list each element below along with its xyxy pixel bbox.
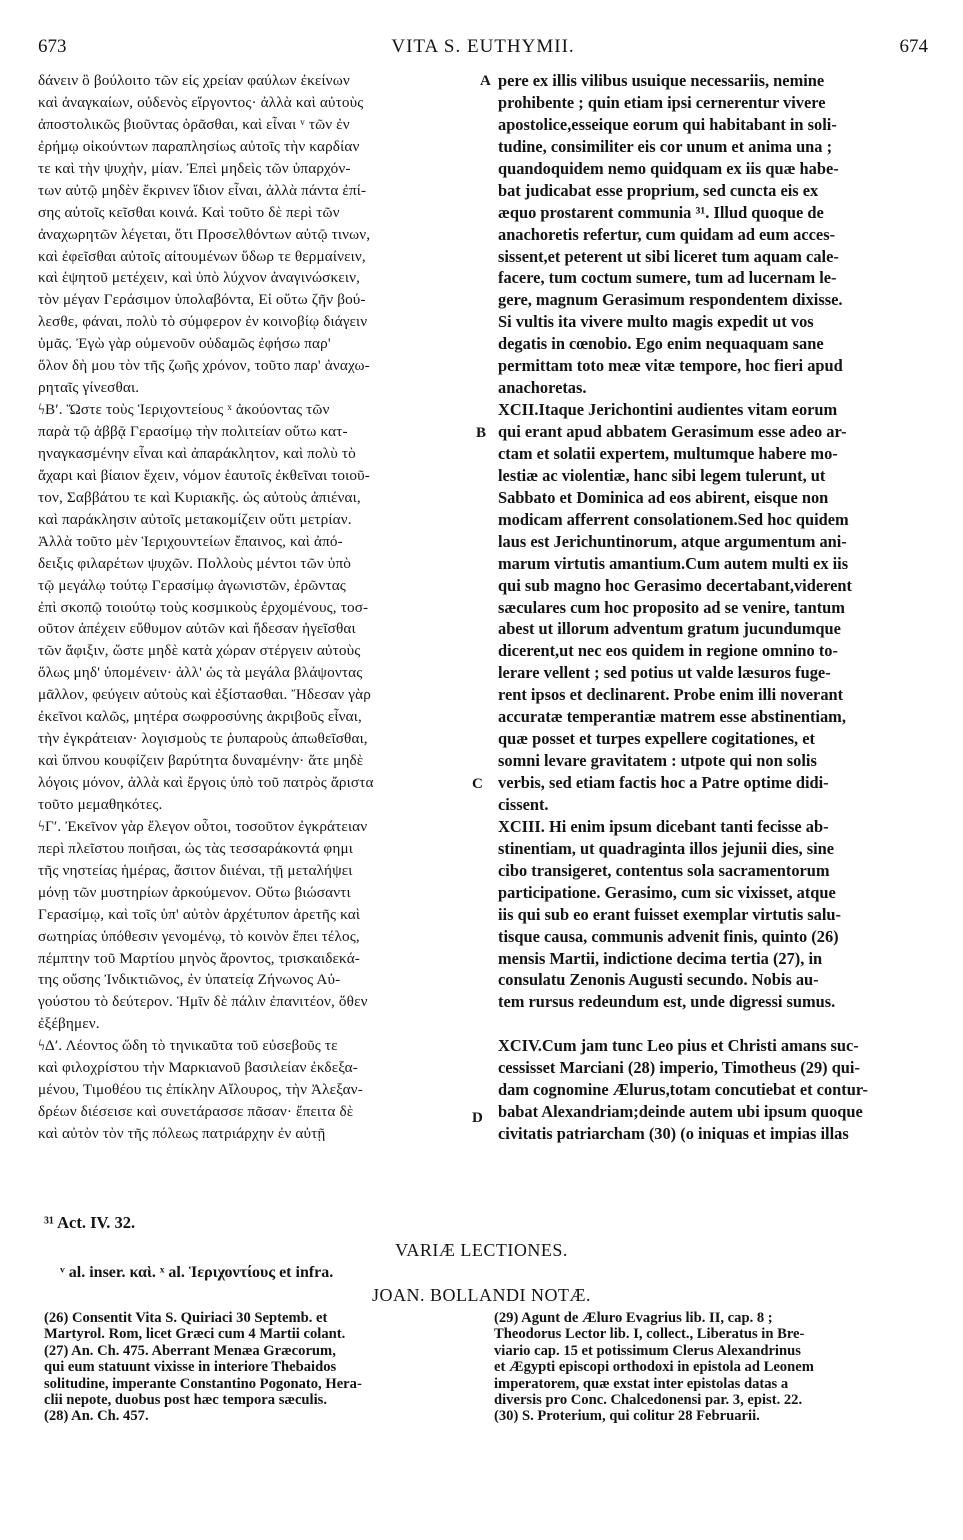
greek-line: καὶ ἐφεῖσθαι αὐτοῖς αἰτουμένων ὕδωρ τε θερμαίνειν, <box>38 247 366 265</box>
latin-line: laus est Jerichuntinorum, atque argumentum ani- <box>498 531 847 551</box>
footnote-line: solitudine, imperante Constantino Pogonato, Hera- <box>44 1375 362 1392</box>
footnote-line: Theodorus Lector lib. I, collect., Liberatus in Bre- <box>494 1326 805 1343</box>
latin-line: abest ut illorum adventum gratum jucundumque <box>498 619 841 639</box>
margin-letter-c: C <box>472 776 483 792</box>
greek-line: περὶ πλεῖστου ποιῆσαι, ὡς τὰς τεσσαράκοντά φημι <box>38 839 353 857</box>
footnote-line: diversis pro Conc. Chalcedonensi par. 3, epist. 22. <box>494 1391 803 1408</box>
latin-line: cissent. <box>498 794 549 814</box>
greek-line: καὶ ὕπνου κουφίζειν βαρύτητα δυναμένην· ἅτε μηδὲ <box>38 752 364 770</box>
greek-line: μᾶλλον, φεύγειν αὐτοὺς καὶ ἐξίστασθαι. Ἤδεσαν γὰρ <box>38 686 371 704</box>
greek-line: ϟΓʹ. Ἐκεῖνον γὰρ ἔλεγον οὗτοι, τοσοῦτον ἐγκράτειαν <box>38 817 368 835</box>
latin-line: permittam toto meæ vitæ tempore, hoc fieri apud <box>498 356 843 376</box>
greek-line: ἀποστολικῶς βιοῦντας ὁρᾶσθαι, καὶ εἶναι ᵛ τῶν ἐν <box>38 115 350 133</box>
footnote-line: et Ægypti episcopi orthodoxi in epistola ad Leonem <box>494 1359 814 1376</box>
latin-line: bat judicabat esse proprium, sed cuncta eis ex <box>498 180 819 200</box>
greek-line: Γερασίμῳ, καὶ τοῖς ὑπ' αὐτὸν ἀρχέτυπον ἀρετῆς καὶ <box>38 905 361 923</box>
latin-line: babat Alexandriam;deinde autem ubi ipsum quoque <box>498 1102 863 1122</box>
notes-left-column <box>44 1310 482 1425</box>
latin-line: æquo prostarent communia ³¹. Illud quoque de <box>498 202 824 222</box>
greek-line: τοῦτο μεμαθηκότες. <box>38 795 163 813</box>
greek-text-column <box>38 70 486 1145</box>
page-number-left: 673 <box>38 36 67 57</box>
greek-line: ϟΒʹ. Ὥστε τοὺς Ἱεριχοντείους ˣ ἀκούοντας τῶν <box>38 401 330 419</box>
latin-line: somni levare gravitatem : utpote qui non solis <box>498 751 817 771</box>
greek-line: καὶ φιλοχρίστου τὴν Μαρκιανοῦ βασιλείαν ἐκδεξα- <box>38 1059 358 1077</box>
greek-line: ηναγκασμένην εἶναι καὶ ἀπαράκλητον, καὶ πολὺ τὸ <box>38 444 356 462</box>
latin-line: degatis in cœnobio. Ego enim nequaquam sane <box>498 334 824 354</box>
latin-line: rent ipsos et declinarent. Probe enim illi noverant <box>498 685 844 705</box>
greek-line: ϟΔʹ. Λέοντος ὥδη τὸ τηνικαῦτα τοῦ εὐσεβοῦς τε <box>38 1037 338 1055</box>
greek-line: τῶν ἄφιξιν, ὥστε μηδὲ κατὰ χώραν στέργειν αὐτοὺς <box>38 642 361 660</box>
greek-line: τὸν μέγαν Γεράσιμον ὑπολαβόντα, Εἰ οὕτω ζῆν βού- <box>38 291 366 309</box>
latin-line: verbis, sed etiam factis hoc a Patre optime didi- <box>498 773 829 792</box>
latin-line: tem rursus redeundum est, unde digressi sumus. <box>498 992 836 1012</box>
running-title: VITA S. EUTHYMII. <box>391 36 575 57</box>
latin-line: cibo transigeret, contentus sola sacramentorum <box>498 860 830 880</box>
latin-line: tudine, consimiliter eis cor unum et anima una ; <box>498 136 833 156</box>
latin-line: qui erant apud abbatem Gerasimum esse adeo ar- <box>498 422 847 441</box>
latin-line: anachoretas. <box>498 378 587 398</box>
margin-letter-b: B <box>476 425 487 441</box>
latin-line: facere, tum coctum sumere, tum ad lucernam le- <box>498 268 837 288</box>
latin-line: prohibente ; quin etiam ipsi cernerentur vivere <box>498 92 826 112</box>
greek-line: οῦτον ἀπέχειν εὔθυμον αὐτῶν καὶ ἥδεσαν ἡγεῖσθαι <box>38 620 356 638</box>
footnote-line: clii nepote, duobus post hæc tempora sæculis. <box>44 1391 327 1408</box>
latin-line: ctam et solatii expertem, multumque habere mo- <box>498 443 838 463</box>
footnote-line: Martyrol. Rom, licet Græci cum 4 Martii colant. <box>44 1326 346 1343</box>
greek-line: ἄχαρι καὶ βίαιον ἔχειν, νόμον ἑαυτοῖς ἐκθεῖναι τοιοῦ- <box>38 466 370 484</box>
greek-line: ὅλον δὴ μου τὸν τῆς ζωῆς χρόνον, τοῦτο παρ' ἀναχω- <box>38 357 370 375</box>
latin-line: tisque causa, communis advenit finis, quinto (26) <box>498 926 839 946</box>
greek-line: ὑμᾶς. Ἐγὼ γὰρ οὐμενοῦν οὐδαμῶς ἐφήσω παρ' <box>38 335 331 353</box>
variae-lectiones-text: ᵛ al. inser. καὶ. ˣ al. Ἱεριχοντίους et infra. <box>60 1264 334 1281</box>
latin-text-column <box>498 70 926 1145</box>
greek-line: τῆς νηστείας ἡμέρας, ἄσιτον διιέναι, τῇ μεταλήψει <box>38 861 353 879</box>
latin-line: consulatu Zenonis Augusti secundo. Nobis au- <box>498 970 819 990</box>
greek-line: σης αὐτοῖς κεῖσθαι κοινά. Καὶ τοῦτο δὲ περὶ τῶν <box>38 203 340 221</box>
latin-line: iis qui sub eo erant fuisset exemplar virtutis salu- <box>498 904 842 924</box>
footnote-line: (27) An. Ch. 475. Aberrant Menæa Græcorum, <box>44 1342 336 1359</box>
greek-line: ὅλως μηδ' ὑπομένειν· ἀλλ' ὡς τὰ μεγάλα βλάψοντας <box>38 664 363 682</box>
latin-line: qui sub magno hoc Gerasimo decertabant,viderent <box>498 575 852 595</box>
greek-line: καὶ αὐτὸν τὸν τῆς πόλεως πατριάρχην ἐν αὐτῇ <box>38 1125 326 1142</box>
greek-line: τον, Σαββάτου τε καὶ Κυριακῆς. ὡς αὐτοὺς ἀπιέναι, <box>38 488 361 506</box>
latin-line: cessisset Marciani (28) imperio, Timotheus (29) qui- <box>498 1058 860 1078</box>
margin-letter-a: A <box>480 73 491 89</box>
latin-line: XCIV.Cum jam tunc Leo pius et Christi amans suc- <box>498 1036 859 1056</box>
greek-line: λόγοις μόνον, ἀλλὰ καὶ ἔργοις ὑπὸ τοῦ πατρὸς ἄριστα <box>38 774 374 791</box>
greek-line: καὶ παράκλησιν αὐτοῖς μετακομίζειν οὔτι μετρίαν. <box>38 510 352 528</box>
footnote-line: (30) S. Proterium, qui colitur 28 Februarii. <box>494 1408 760 1425</box>
footnote-line: qui eum statuunt vixisse in interiore Thebaidos <box>44 1359 337 1376</box>
latin-line: XCII.Itaque Jerichontini audientes vitam eorum <box>498 400 838 420</box>
latin-line: pere ex illis vilibus usuique necessariis, nemine <box>498 71 825 90</box>
latin-line: apostolice,esseique eorum qui habitabant in soli- <box>498 114 837 134</box>
greek-line: της οὔσης Ἰνδικτιῶνος, ἐν ὑπατείᾳ Ζήνωνος Αὐ- <box>38 971 341 989</box>
notes-right-column <box>494 1310 926 1425</box>
latin-line: Si vultis ita vivere multo magis expedit ut vos <box>498 312 814 332</box>
greek-line: ἐπὶ σκοπῷ τοιούτῳ τοὺς κοσμικοὺς ἐρχομένους, τοσ- <box>38 598 369 616</box>
greek-line: δρέων διέσεισε καὶ συνετάρασσε πᾶσαν· ἔπειτα δὲ <box>38 1103 354 1121</box>
running-head <box>38 36 928 60</box>
greek-line: τε καὶ τὴν ψυχὴν, μίαν. Ἐπεὶ μηδεὶς τῶν ὑπαρχόν- <box>38 159 351 177</box>
footnote-line: (29) Agunt de Æluro Evagrius lib. II, cap. 8 ; <box>494 1310 773 1326</box>
footnote-line: (26) Consentit Vita S. Quiriaci 30 Septemb. et <box>44 1310 328 1326</box>
latin-line: dam cognomine Ælurus,totam concutiebat et contur- <box>498 1080 868 1100</box>
greek-line: καὶ ἑψητοῦ μετέχειν, καὶ ὑπὸ λύχνον ἀναγινώσκειν, <box>38 269 361 287</box>
greek-line: μόνῃ τῶν μυστηρίων ἀρκούμενον. Οὕτω βιώσαντι <box>38 883 351 901</box>
page-number-right: 674 <box>899 36 928 57</box>
greek-line: ἐρήμῳ οἰκούντων παραπλησίως αὐτοῖς τὴν καρδίαν <box>38 137 360 155</box>
latin-line: quæ posset et turpes expellere cogitationes, et <box>498 729 815 749</box>
latin-line: accuratæ temperantiæ matrem esse abstinentiam, <box>498 707 846 727</box>
footnote-line: viario cap. 15 et potissimum Clerus Alexandrinus <box>494 1342 801 1359</box>
greek-line: των αὐτῷ μηδὲν ἔκρινεν ἴδιον εἶναι, ἀλλὰ πάντα ἐπί- <box>38 181 367 199</box>
latin-line: civitatis patriarcham (30) (o iniquas et impias illas <box>498 1124 849 1143</box>
latin-line: stinentiam, ut quadraginta illos jejunii dies, sine <box>498 838 835 858</box>
latin-line: marum virtutis amantium.Cum autem multi ex iis <box>498 553 849 573</box>
scripture-reference: ³¹ Act. IV. 32. <box>44 1213 136 1232</box>
latin-line: mensis Martii, indictione decima tertia (27), in <box>498 948 823 968</box>
variae-lectiones-heading: VARIÆ LECTIONES. <box>395 1240 568 1260</box>
greek-line: λεσθε, φάναι, πολὺ τὸ σύμφερον ἐν κοινοβίῳ διάγειν <box>38 313 368 331</box>
greek-line: ἀναχωρητῶν λέγεται, ὅτι Προσελθόντων αὐτῷ τινων, <box>38 225 371 243</box>
greek-line: δειξις φιλαρέτων ψυχῶν. Πολλοὺς μέντοι τῶν ὑπὸ <box>38 554 352 572</box>
latin-line: lerare vellent ; sed potius ut valde læsuros fuge- <box>498 663 831 683</box>
latin-line: sissent,et peterent ut sibi liceret tum aquam cale- <box>498 246 839 266</box>
greek-line: ἐκεῖνοι καλῶς, μητέρα σωφροσύνης ἀκριβοῦς εἶναι, <box>38 708 362 726</box>
bollandi-notes-heading: JOAN. BOLLANDI NOTÆ. <box>372 1285 591 1305</box>
latin-line: sæculares cum hoc proposito ad se venire, tantum <box>498 597 845 617</box>
latin-line: gere, magnum Gerasimum respondentem dixisse. <box>498 290 843 310</box>
latin-line: quandoquidem nemo quidquam ex iis quæ habe- <box>498 158 839 178</box>
greek-line: παρὰ τῷ ἀββᾷ Γερασίμῳ τὴν πολιτείαν οὕτω κατ- <box>38 423 348 440</box>
latin-line: Sabbato et Dominica ad eos abirent, eisque non <box>498 487 829 507</box>
greek-line: καὶ ἀναγκαίων, οὐδενὸς εἴργοντος· ἀλλὰ καὶ αὐτοὺς <box>38 93 364 111</box>
latin-line: modicam afferrent consolationem.Sed hoc quidem <box>498 509 849 529</box>
greek-line: τῷ μεγάλῳ τούτῳ Γερασίμῳ ἀγωνιστῶν, ἐρῶντας <box>38 576 346 594</box>
latin-line <box>498 1013 926 1035</box>
footnote-line: imperatorem, quæ exstat inter epistolas datas a <box>494 1375 789 1392</box>
latin-line: XCIII. Hi enim ipsum dicebant tanti fecisse ab- <box>498 816 829 836</box>
greek-line: δάνειν ὃ βούλοιτο τῶν εἰς χρείαν φαύλων ἐκείνων <box>38 72 350 89</box>
greek-line: ρηταῖς γίνεσθαι. <box>38 379 140 397</box>
greek-line: μένου, Τιμοθέου τις ἐπίκλην Αἴλουρος, τὴν Ἀλεξαν- <box>38 1081 363 1099</box>
footnote-line: (28) An. Ch. 457. <box>44 1408 149 1425</box>
greek-line: σωτηρίας ὑπόθεσιν γενομένῳ, τὸ κοινὸν ἔπει τέλος, <box>38 927 360 945</box>
greek-line: γούστου τὸ δεύτερον. Ἡμῖν δὲ πάλιν ἐπανιτέον, ὅθεν <box>38 993 368 1011</box>
greek-line: ἐξέβημεν. <box>38 1015 100 1033</box>
greek-line: πέμπτην τοῦ Μαρτίου μηνὸς ἄροντος, τρισκαιδεκά- <box>38 949 361 967</box>
greek-line: Ἀλλὰ τοῦτο μὲν Ἱεριχουντείων ἔπαινος, καὶ ἀπό- <box>38 532 343 550</box>
latin-line: lestiæ ac violentiæ, hanc sibi legem tulerunt, ut <box>498 465 826 485</box>
margin-letter-d: D <box>472 1110 483 1126</box>
latin-line: dicerent,ut nec eos quidem in regione omnino to- <box>498 641 838 661</box>
latin-line: anachoretis refertur, cum quidam ad eum acces- <box>498 224 836 244</box>
latin-line: participatione. Gerasimo, cum sic vixisset, atque <box>498 882 836 902</box>
greek-line: τὴν ἐγκράτειαν· λογισμοὺς τε ῥυπαροὺς ἀπωθεῖσθαι, <box>38 730 368 748</box>
